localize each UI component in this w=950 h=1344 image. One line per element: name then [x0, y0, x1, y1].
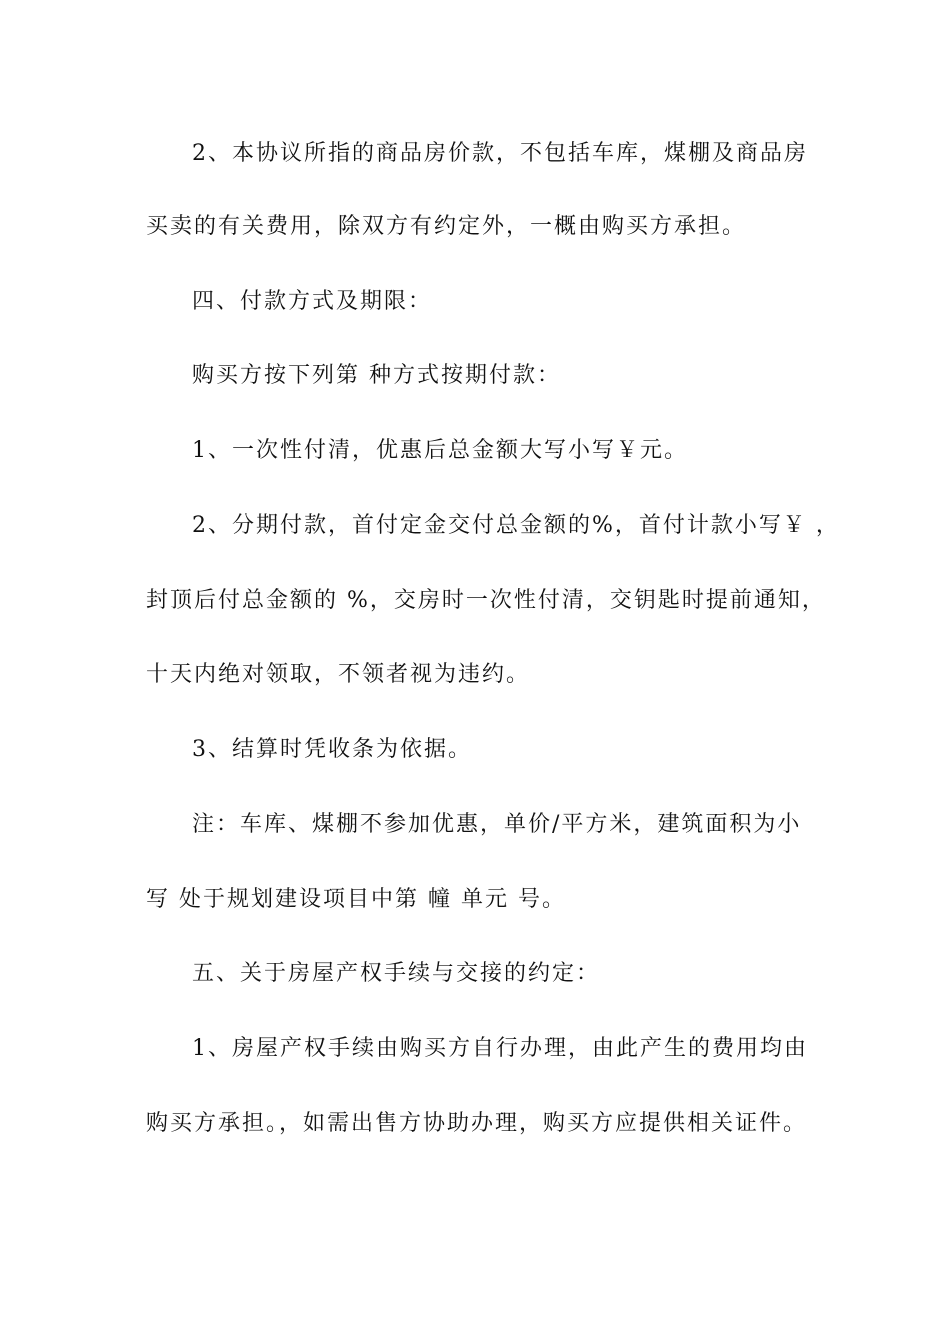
paragraph-line: 3、结算时凭收条为依据。 [192, 737, 472, 762]
paragraph-line: 购买方承担。，如需出售方协助办理，购买方应提供相关证件。 [146, 1111, 808, 1136]
paragraph-line: 十天内绝对领取，不领者视为违约。 [146, 662, 531, 687]
paragraph-line: 购买方按下列第 种方式按期付款： [192, 363, 561, 388]
paragraph-line: 2、分期付款，首付定金交付总金额的%，首付计款小写￥ ， [192, 513, 840, 538]
paragraph-line: 1、一次性付清，优惠后总金额大写小写￥元。 [192, 438, 688, 463]
paragraph-line: 注：车库、煤棚不参加优惠，单价/平方米，建筑面积为小 [192, 812, 802, 837]
paragraph-line: 封顶后付总金额的 %，交房时一次性付清，交钥匙时提前通知， [146, 588, 826, 613]
paragraph-line: 买卖的有关费用，除双方有约定外，一概由购买方承担。 [146, 214, 747, 239]
paragraph-line: 2、本协议所指的商品房价款，不包括车库，煤棚及商品房 [192, 141, 808, 166]
paragraph-line: 1、房屋产权手续由购买方自行办理，由此产生的费用均由 [192, 1036, 808, 1061]
paragraph-line: 写 处于规划建设项目中第 幢 单元 号。 [146, 887, 566, 912]
section-heading: 四、付款方式及期限： [192, 289, 433, 314]
section-heading: 五、关于房屋产权手续与交接的约定： [192, 961, 601, 986]
